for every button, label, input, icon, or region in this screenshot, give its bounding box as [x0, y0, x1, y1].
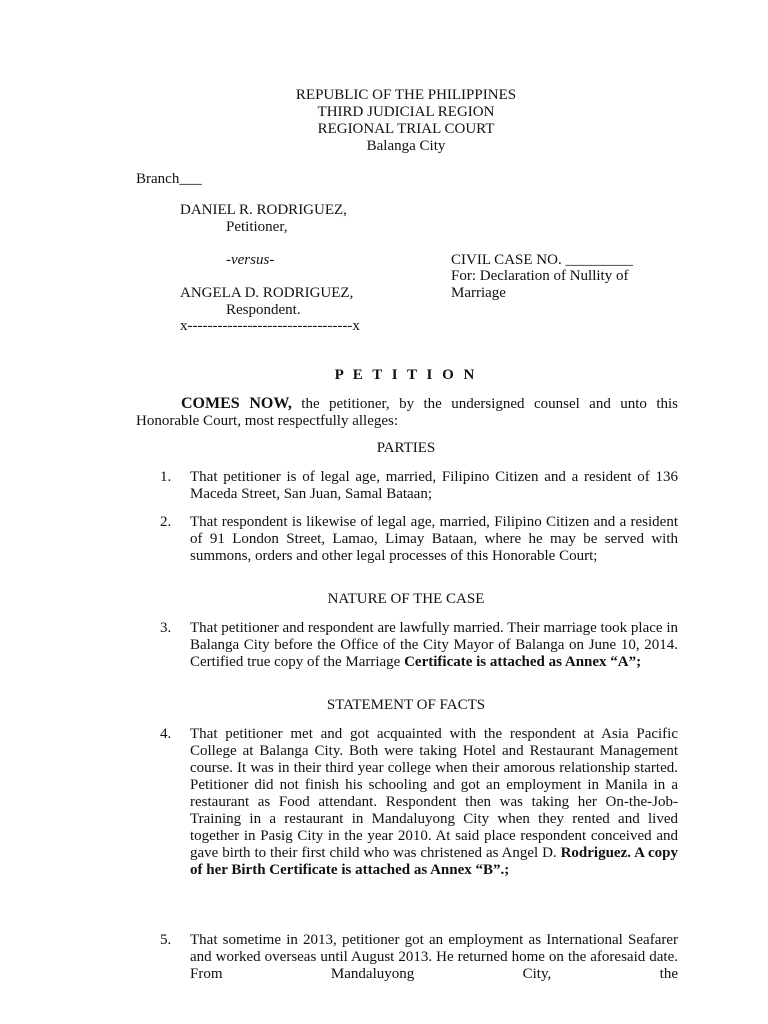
paragraph-4-annex: Rodriguez. A copy of her Birth Certificate is attached as Annex “B”.;: [190, 845, 678, 878]
caption-divider: x---------------------------------x: [180, 318, 360, 334]
versus-label: -versus-: [226, 252, 275, 268]
heading-parties: PARTIES: [376, 440, 436, 456]
paragraph-4-text: That petitioner met and got acquainted with the respondent at Asia Pacific College at Balanga City. Both were taking Hotel and Restaurant Management course. It was in their third year college when their amorous relationship started. Petitioner did not finish his schooling and got an employment in Manila in a restaurant as Food attendant. Respondent then was taking her On-the-Job-Training in a restaurant in Mandaluyong City when they rented and lived together in Pasig City in the year 2010. At said place respondent conceived and gave birth to their first child who was christened as Angel D.: [190, 726, 678, 861]
paragraph-number: 2.: [160, 514, 172, 530]
heading-statement-of-facts: STATEMENT OF FACTS: [326, 697, 486, 713]
paragraph-3-annex: Certificate is attached as Annex “A”;: [404, 654, 642, 670]
intro-paragraph: [136, 395, 678, 430]
case-nature-line2: Marriage: [451, 285, 506, 301]
respondent-name: ANGELA D. RODRIGUEZ,: [180, 285, 354, 301]
paragraph-number: 4.: [160, 726, 172, 742]
header-republic: REPUBLIC OF THE PHILIPPINES: [295, 87, 517, 103]
heading-nature-of-case: NATURE OF THE CASE: [327, 591, 485, 607]
civil-case-number: CIVIL CASE NO. _________: [451, 252, 633, 268]
paragraph-1: That petitioner is of legal age, married, Filipino Citizen and a resident of 136 Maceda Street, San Juan, Samal Bataan;: [190, 469, 678, 502]
petitioner-name: DANIEL R. RODRIGUEZ,: [180, 202, 347, 218]
petitioner-role: Petitioner,: [226, 219, 288, 235]
header-city: Balanga City: [366, 138, 446, 154]
header-region: THIRD JUDICIAL REGION: [317, 104, 495, 120]
paragraph-number: 3.: [160, 620, 172, 636]
intro-lead: COMES NOW,: [181, 395, 292, 412]
paragraph-5: That sometime in 2013, petitioner got an employment as International Seafarer and worked overseas until August 2013. He returned home on the aforesaid date. From Mandaluyong City, the: [190, 932, 678, 982]
paragraph-3: [190, 620, 678, 671]
header-court: REGIONAL TRIAL COURT: [317, 121, 495, 137]
paragraph-2: That respondent is likewise of legal age, married, Filipino Citizen and a resident of 91 London Street, Lamao, Limay Bataan, where he may be served with summons, orders and other legal processes of this Honorable Court;: [190, 514, 678, 564]
case-nature-line1: For: Declaration of Nullity of: [451, 268, 629, 284]
paragraph-number: 1.: [160, 469, 172, 485]
intro-text: the petitioner, by the undersigned counsel and unto this Honorable Court, most respectfully alleges:: [136, 396, 679, 429]
paragraph-3-text: That petitioner and respondent are lawfully married. Their marriage took place in Balanga City before the Office of the City Mayor of Balanga on June 10, 2014. Certified true copy of the Marriage: [190, 620, 678, 670]
respondent-role: Respondent.: [226, 302, 301, 318]
branch-line: Branch___: [136, 171, 202, 187]
paragraph-number: 5.: [160, 932, 172, 948]
document-title: P E T I T I O N: [334, 367, 478, 383]
paragraph-4: [190, 726, 678, 879]
